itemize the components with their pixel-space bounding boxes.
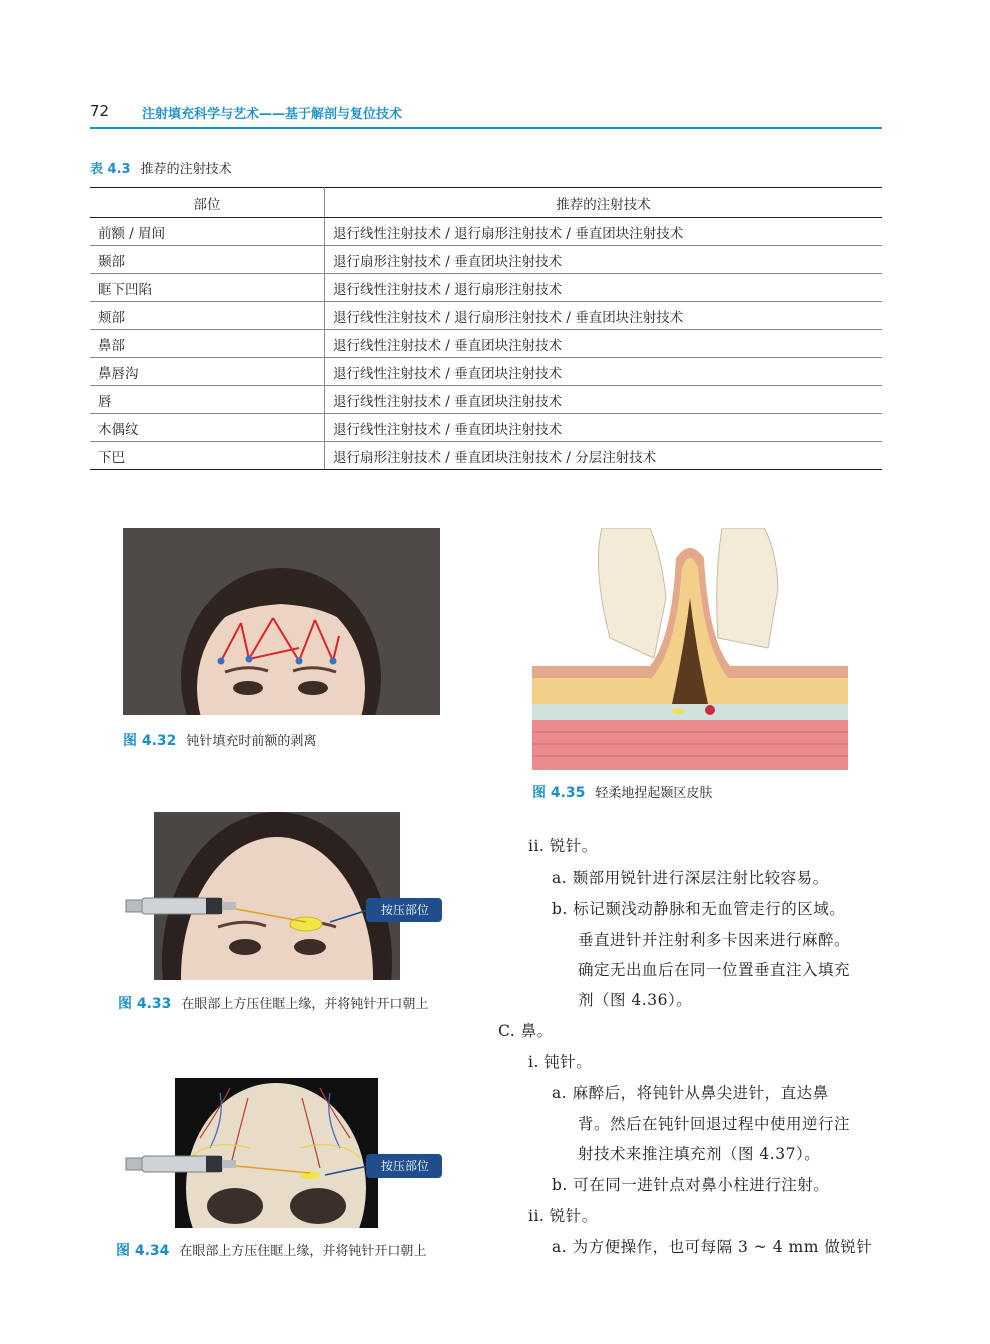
body-line: i. 钝针。 [528,1053,593,1071]
table-number: 表 4.3 [90,162,131,177]
figure-number: 图 4.35 [532,785,586,801]
technique-table [90,187,882,470]
pressure-point-label: 按压部位 [380,1159,429,1173]
table-cell-site: 眶下凹陷 [90,274,325,302]
running-header [90,100,882,129]
figure-caption-text: 轻柔地捏起颞区皮肤 [595,786,713,801]
figure-4-34-image [120,1078,445,1228]
table-cell-site: 下巴 [90,442,325,470]
column-header-technique: 推荐的注射技术 [325,188,883,218]
table-cell-site: 前额 / 眉间 [90,218,325,246]
table-row [90,414,882,442]
body-line: b. 可在同一进针点对鼻小柱进行注射。 [552,1176,830,1194]
figure-4-32-caption [123,730,316,750]
body-line: a. 为方便操作，也可每隔 3 ~ 4 mm 做锐针 [552,1238,873,1256]
table-header-row [90,188,882,218]
table-cell-technique: 退行线性注射技术 / 垂直团块注射技术 [325,330,883,358]
table-cell-technique: 退行线性注射技术 / 退行扇形注射技术 / 垂直团块注射技术 [325,302,883,330]
table-row [90,218,882,246]
table-row [90,442,882,470]
table-cell-technique: 退行线性注射技术 / 退行扇形注射技术 [325,274,883,302]
figure-4-32-image [123,528,440,715]
figure-caption-text: 在眼部上方压住眶上缘，并将钝针开口朝上 [181,997,429,1012]
figure-4-33-image [120,812,445,980]
table-cell-technique: 退行扇形注射技术 / 垂直团块注射技术 / 分层注射技术 [325,442,883,470]
table-row [90,302,882,330]
table-caption [90,158,232,177]
body-line: ii. 锐针。 [528,1207,598,1225]
table-row [90,330,882,358]
table-cell-site: 木偶纹 [90,414,325,442]
table-cell-site: 颊部 [90,302,325,330]
table-cell-site: 唇 [90,386,325,414]
page-number: 72 [90,102,110,120]
table-cell-technique: 退行线性注射技术 / 退行扇形注射技术 / 垂直团块注射技术 [325,218,883,246]
body-line: 确定无出血后在同一位置垂直注入填充 [578,961,851,979]
table-row [90,358,882,386]
figure-4-33-caption [118,993,428,1013]
table-title: 推荐的注射技术 [140,162,232,177]
table-cell-site: 鼻部 [90,330,325,358]
column-header-site: 部位 [90,188,325,218]
body-line: b. 标记颞浅动静脉和无血管走行的区域。 [552,900,846,918]
body-line: C. 鼻。 [498,1022,553,1040]
table-cell-technique: 退行线性注射技术 / 垂直团块注射技术 [325,358,883,386]
figure-caption-text: 钝针填充时前额的剥离 [186,734,317,749]
body-line: ii. 锐针。 [528,837,598,855]
table-cell-site: 鼻唇沟 [90,358,325,386]
figure-caption-text: 在眼部上方压住眶上缘，并将钝针开口朝上 [179,1244,427,1259]
figure-number: 图 4.34 [116,1243,170,1259]
figure-number: 图 4.32 [123,733,177,749]
table-cell-technique: 退行线性注射技术 / 垂直团块注射技术 [325,386,883,414]
table-cell-technique: 退行扇形注射技术 / 垂直团块注射技术 [325,246,883,274]
running-title: 注射填充科学与艺术——基于解剖与复位技术 [142,107,403,122]
body-line: a. 麻醉后，将钝针从鼻尖进针，直达鼻 [552,1084,829,1102]
body-line: 垂直进针并注射利多卡因来进行麻醉。 [578,931,851,949]
table-cell-site: 颞部 [90,246,325,274]
pressure-point-label: 按压部位 [380,903,429,917]
table-row [90,246,882,274]
table-row [90,386,882,414]
table-cell-technique: 退行线性注射技术 / 垂直团块注射技术 [325,414,883,442]
figure-4-35-caption [532,782,712,802]
figure-number: 图 4.33 [118,996,172,1012]
figure-4-35-image [532,528,848,770]
body-line: 背。然后在钝针回退过程中使用逆行注 [578,1115,851,1133]
body-line: a. 颞部用锐针进行深层注射比较容易。 [552,869,829,887]
figure-4-34-caption [116,1240,426,1260]
body-line: 射技术来推注填充剂（图 4.37）。 [578,1145,821,1163]
table-row [90,274,882,302]
body-line: 剂（图 4.36）。 [578,991,693,1009]
